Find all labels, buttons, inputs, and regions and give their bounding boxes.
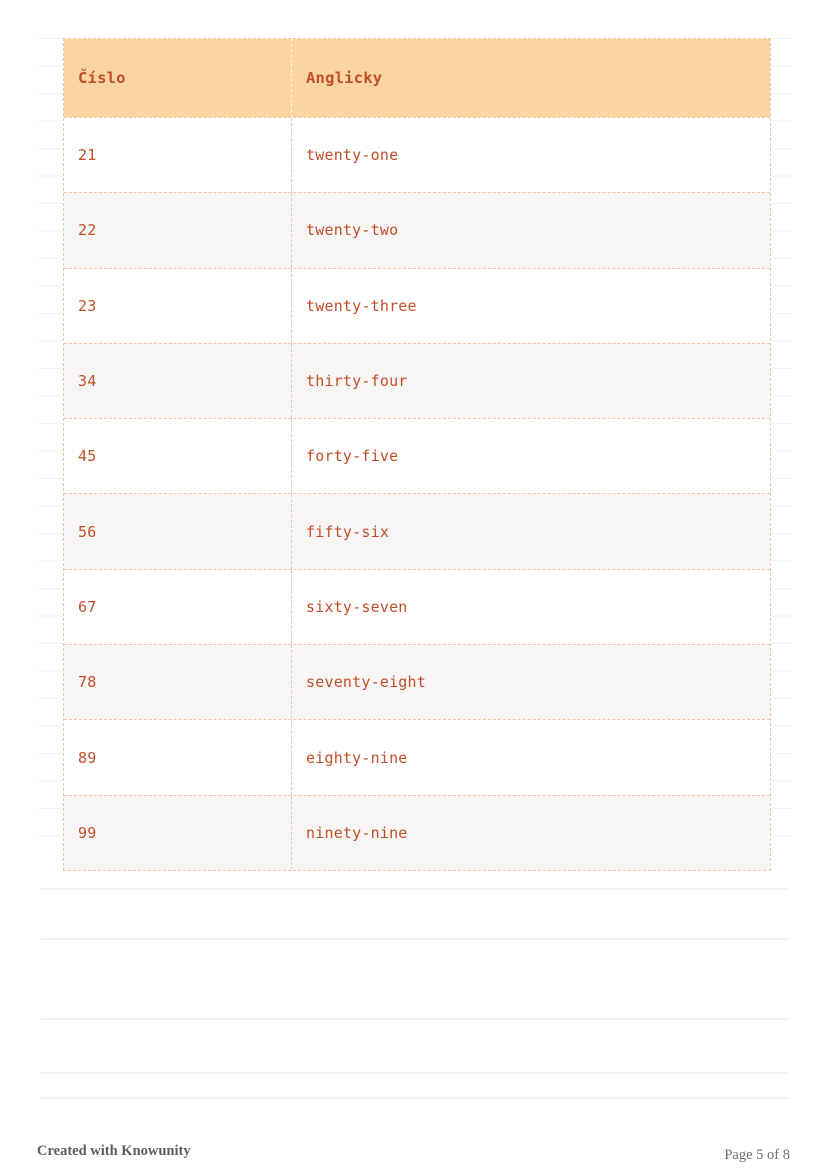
cislo-cell: 99	[64, 796, 292, 870]
cislo-cell: 45	[64, 419, 292, 493]
cislo-cell: 34	[64, 344, 292, 418]
table-row	[64, 795, 770, 870]
anglicky-cell: twenty-two	[306, 221, 399, 240]
table-row	[64, 644, 770, 719]
right-margin-ruled-lines	[772, 38, 792, 861]
footer-branding: Created with Knowunity	[37, 1143, 191, 1159]
table-body	[64, 117, 770, 870]
ruled-line	[40, 938, 790, 940]
numbers-vocabulary-table	[63, 38, 771, 871]
cislo-cell: 23	[64, 269, 292, 343]
table-row	[64, 719, 770, 794]
table-row	[64, 418, 770, 493]
table-row	[64, 569, 770, 644]
anglicky-cell: twenty-three	[306, 296, 417, 315]
ruled-line	[40, 1072, 790, 1074]
column-header-anglicky: Anglicky	[306, 69, 383, 87]
anglicky-cell: fifty-six	[306, 522, 390, 541]
left-margin-ruled-lines	[38, 38, 63, 861]
table-row	[64, 343, 770, 418]
anglicky-cell: sixty-seven	[306, 597, 408, 616]
cislo-cell: 56	[64, 494, 292, 568]
table-header-row	[64, 39, 770, 117]
table-row	[64, 493, 770, 568]
footer-page-number: Page 5 of 8	[724, 1147, 790, 1163]
ruled-line	[40, 1097, 790, 1099]
anglicky-cell: ninety-nine	[306, 823, 408, 842]
ruled-line	[40, 888, 790, 890]
cislo-cell: 67	[64, 570, 292, 644]
anglicky-cell: seventy-eight	[306, 673, 426, 692]
cislo-cell: 22	[64, 193, 292, 267]
anglicky-cell: forty-five	[306, 447, 399, 466]
anglicky-cell: eighty-nine	[306, 748, 408, 767]
anglicky-cell: thirty-four	[306, 372, 408, 391]
table-row	[64, 192, 770, 267]
table-row	[64, 268, 770, 343]
cislo-cell: 78	[64, 645, 292, 719]
column-header-cislo: Číslo	[64, 39, 292, 117]
anglicky-cell: twenty-one	[306, 146, 399, 165]
cislo-cell: 21	[64, 118, 292, 192]
table-row	[64, 117, 770, 192]
ruled-line	[40, 1018, 790, 1020]
cislo-cell: 89	[64, 720, 292, 794]
